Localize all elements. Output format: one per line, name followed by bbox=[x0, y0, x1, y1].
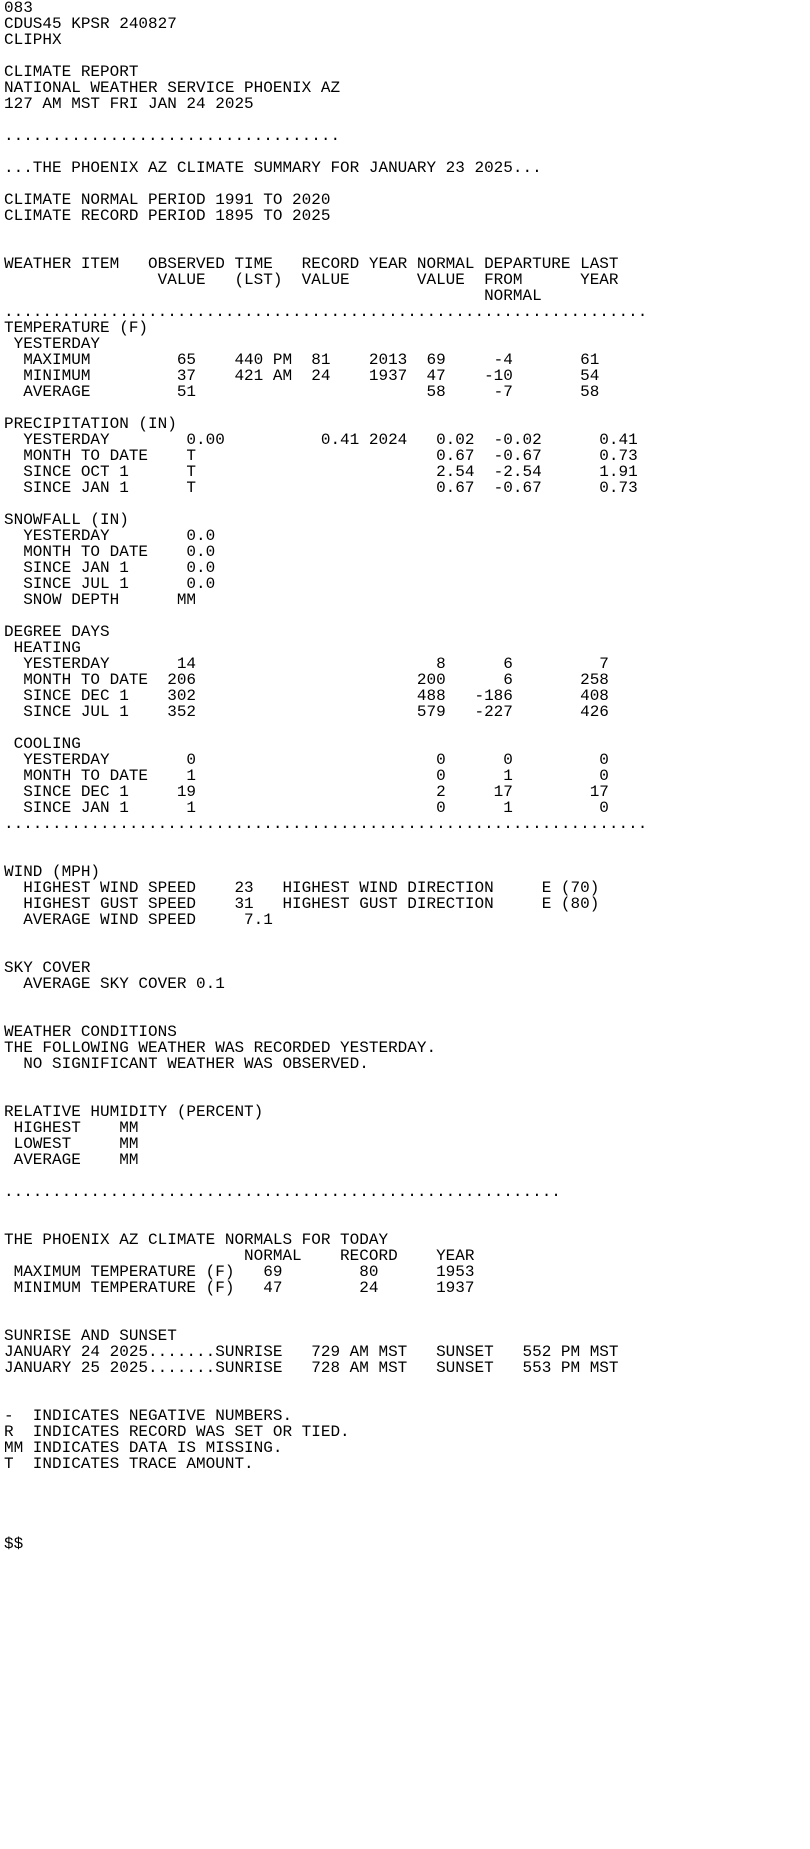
report-line: SKY COVER bbox=[4, 959, 91, 977]
report-line: CLIMATE RECORD PERIOD 1895 TO 2025 bbox=[4, 207, 331, 225]
report-line: SINCE JUL 1 352 579 -227 426 bbox=[4, 703, 609, 721]
report-line: SINCE JUL 1 0.0 bbox=[4, 575, 216, 593]
report-line: DEGREE DAYS bbox=[4, 623, 110, 641]
report-line: MONTH TO DATE 0.0 bbox=[4, 543, 216, 561]
report-line: CLIMATE NORMAL PERIOD 1991 TO 2020 bbox=[4, 191, 331, 209]
report-line bbox=[4, 240, 810, 256]
report-line bbox=[4, 608, 810, 624]
report-line: HIGHEST GUST SPEED 31 HIGHEST GUST DIRECTION E (80) bbox=[4, 895, 600, 913]
report-line bbox=[4, 144, 810, 160]
report-line bbox=[4, 1008, 810, 1024]
report-line bbox=[4, 1472, 810, 1488]
report-line: MAXIMUM 65 440 PM 81 2013 69 -4 61 bbox=[4, 351, 600, 369]
report-line: SNOWFALL (IN) bbox=[4, 511, 129, 529]
report-line: 083 bbox=[4, 0, 33, 17]
report-line: YESTERDAY 0.00 0.41 2024 0.02 -0.02 0.41 bbox=[4, 431, 638, 449]
report-line: AVERAGE SKY COVER 0.1 bbox=[4, 975, 225, 993]
report-line: YESTERDAY 0.0 bbox=[4, 527, 216, 545]
report-line: ................................... bbox=[4, 127, 341, 145]
report-line bbox=[4, 832, 810, 848]
report-line bbox=[4, 1296, 810, 1312]
report-line: CDUS45 KPSR 240827 bbox=[4, 15, 177, 33]
report-line: TEMPERATURE (F) bbox=[4, 319, 149, 337]
report-line: SUNRISE AND SUNSET bbox=[4, 1327, 177, 1345]
report-line: MONTH TO DATE 1 0 1 0 bbox=[4, 767, 609, 785]
report-line: THE PHOENIX AZ CLIMATE NORMALS FOR TODAY bbox=[4, 1231, 389, 1249]
report-line: JANUARY 24 2025.......SUNRISE 729 AM MST SUNSET 552 PM MST bbox=[4, 1343, 619, 1361]
report-line: YESTERDAY 0 0 0 0 bbox=[4, 751, 609, 769]
report-line: HEATING bbox=[4, 639, 81, 657]
report-line: CLIMATE REPORT bbox=[4, 63, 139, 81]
report-line: MONTH TO DATE T 0.67 -0.67 0.73 bbox=[4, 447, 638, 465]
report-line: COOLING bbox=[4, 735, 81, 753]
report-line: R INDICATES RECORD WAS SET OR TIED. bbox=[4, 1423, 350, 1441]
report-line: NORMAL RECORD YEAR bbox=[4, 1247, 475, 1265]
report-line: JANUARY 25 2025.......SUNRISE 728 AM MST SUNSET 553 PM MST bbox=[4, 1359, 619, 1377]
report-line: SINCE JAN 1 T 0.67 -0.67 0.73 bbox=[4, 479, 638, 497]
report-line: MINIMUM TEMPERATURE (F) 47 24 1937 bbox=[4, 1279, 475, 1297]
report-line: ................................................................... bbox=[4, 303, 648, 321]
report-line bbox=[4, 1488, 810, 1504]
report-line: CLIPHX bbox=[4, 31, 62, 49]
report-line bbox=[4, 1072, 810, 1088]
report-line: NO SIGNIFICANT WEATHER WAS OBSERVED. bbox=[4, 1055, 369, 1073]
report-line: ...THE PHOENIX AZ CLIMATE SUMMARY FOR JANUARY 23 2025... bbox=[4, 159, 542, 177]
report-line bbox=[4, 848, 810, 864]
report-line: MONTH TO DATE 206 200 6 258 bbox=[4, 671, 609, 689]
report-line bbox=[4, 112, 810, 128]
report-line: HIGHEST WIND SPEED 23 HIGHEST WIND DIRECTION E (70) bbox=[4, 879, 600, 897]
report-line: YESTERDAY bbox=[4, 335, 101, 353]
report-line: MM INDICATES DATA IS MISSING. bbox=[4, 1439, 283, 1457]
report-line: RELATIVE HUMIDITY (PERCENT) bbox=[4, 1103, 264, 1121]
report-line bbox=[4, 224, 810, 240]
report-line: T INDICATES TRACE AMOUNT. bbox=[4, 1455, 254, 1473]
report-line bbox=[4, 992, 810, 1008]
report-line bbox=[4, 496, 810, 512]
report-line: SINCE OCT 1 T 2.54 -2.54 1.91 bbox=[4, 463, 638, 481]
report-line: AVERAGE WIND SPEED 7.1 bbox=[4, 911, 273, 929]
report-line: THE FOLLOWING WEATHER WAS RECORDED YESTERDAY. bbox=[4, 1039, 437, 1057]
report-line: 127 AM MST FRI JAN 24 2025 bbox=[4, 95, 254, 113]
report-line: HIGHEST MM bbox=[4, 1119, 139, 1137]
report-line bbox=[4, 1088, 810, 1104]
report-line bbox=[4, 1216, 810, 1232]
report-line: VALUE (LST) VALUE VALUE FROM YEAR bbox=[4, 271, 619, 289]
report-line: SINCE DEC 1 19 2 17 17 bbox=[4, 783, 609, 801]
report-line bbox=[4, 1504, 810, 1520]
report-line: WIND (MPH) bbox=[4, 863, 101, 881]
report-line bbox=[4, 1520, 810, 1536]
report-line bbox=[4, 400, 810, 416]
report-line bbox=[4, 1168, 810, 1184]
report-line bbox=[4, 48, 810, 64]
report-line: .......................................................... bbox=[4, 1183, 561, 1201]
report-line bbox=[4, 1376, 810, 1392]
report-line: SNOW DEPTH MM bbox=[4, 591, 197, 609]
report-line bbox=[4, 1200, 810, 1216]
report-line: NORMAL bbox=[4, 287, 542, 305]
report-line: YESTERDAY 14 8 6 7 bbox=[4, 655, 609, 673]
report-line: - INDICATES NEGATIVE NUMBERS. bbox=[4, 1407, 293, 1425]
report-line: SINCE JAN 1 1 0 1 0 bbox=[4, 799, 609, 817]
report-line: PRECIPITATION (IN) bbox=[4, 415, 177, 433]
report-line bbox=[4, 1392, 810, 1408]
report-line: AVERAGE MM bbox=[4, 1151, 139, 1169]
report-line: MINIMUM 37 421 AM 24 1937 47 -10 54 bbox=[4, 367, 600, 385]
report-line: $$ bbox=[4, 1535, 24, 1553]
report-line: SINCE JAN 1 0.0 bbox=[4, 559, 216, 577]
report-line bbox=[4, 720, 810, 736]
report-line: LOWEST MM bbox=[4, 1135, 139, 1153]
report-line bbox=[4, 928, 810, 944]
report-line: SINCE DEC 1 302 488 -186 408 bbox=[4, 687, 609, 705]
report-line: ................................................................... bbox=[4, 815, 648, 833]
report-line: WEATHER CONDITIONS bbox=[4, 1023, 177, 1041]
report-line bbox=[4, 176, 810, 192]
report-line: MAXIMUM TEMPERATURE (F) 69 80 1953 bbox=[4, 1263, 475, 1281]
report-line bbox=[4, 944, 810, 960]
report-line: NATIONAL WEATHER SERVICE PHOENIX AZ bbox=[4, 79, 341, 97]
report-line: WEATHER ITEM OBSERVED TIME RECORD YEAR NORMAL DEPARTURE LAST bbox=[4, 255, 619, 273]
report-line bbox=[4, 1312, 810, 1328]
report-line: AVERAGE 51 58 -7 58 bbox=[4, 383, 600, 401]
